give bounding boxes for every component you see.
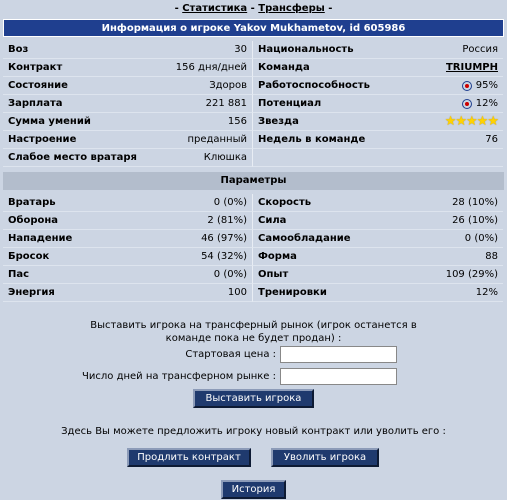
info-value: Здоров bbox=[209, 80, 247, 91]
nav-separator: - bbox=[250, 3, 255, 14]
info-cell bbox=[3, 77, 253, 95]
param-row bbox=[3, 194, 504, 212]
transfer-intro-line1: Выставить игрока на трансферный рынок (игрок останется в bbox=[90, 320, 417, 331]
info-value: 156 bbox=[227, 116, 247, 127]
info-row bbox=[3, 149, 504, 167]
contract-text: Здесь Вы можете предложить игроку новый контракт или уволить его : bbox=[61, 426, 446, 437]
param-value: 0 (0%) bbox=[213, 269, 247, 280]
target-icon bbox=[462, 81, 472, 91]
info-cell bbox=[3, 59, 253, 77]
nav-link-transfers[interactable]: Трансферы bbox=[258, 3, 325, 14]
param-cell bbox=[3, 266, 253, 284]
player-info-table bbox=[3, 41, 504, 167]
parameters-table bbox=[3, 194, 504, 302]
info-label: Недель в команде bbox=[258, 134, 366, 145]
param-row bbox=[3, 284, 504, 302]
info-row bbox=[3, 77, 504, 95]
nav-prefix: - bbox=[174, 3, 179, 14]
info-label: Звезда bbox=[258, 116, 299, 127]
nav-suffix: - bbox=[328, 3, 333, 14]
info-label: Команда bbox=[258, 62, 310, 73]
put-on-transfer-button[interactable]: Выставить игрока bbox=[193, 389, 314, 408]
info-row bbox=[3, 95, 504, 113]
info-label: Состояние bbox=[8, 80, 68, 91]
transfer-days-row bbox=[0, 367, 507, 385]
param-row bbox=[3, 230, 504, 248]
param-row bbox=[3, 266, 504, 284]
info-row bbox=[3, 131, 504, 149]
info-label: Настроение bbox=[8, 134, 77, 145]
param-label: Бросок bbox=[8, 251, 50, 262]
info-row bbox=[3, 59, 504, 77]
extend-contract-button[interactable]: Продлить контракт bbox=[127, 448, 251, 467]
team-link[interactable]: TRIUMPH bbox=[445, 62, 498, 73]
start-price-label: Стартовая цена : bbox=[185, 348, 276, 360]
param-cell bbox=[253, 248, 503, 266]
info-cell bbox=[3, 95, 253, 113]
param-cell bbox=[3, 230, 253, 248]
info-cell bbox=[253, 131, 503, 149]
param-label: Тренировки bbox=[258, 287, 327, 298]
info-cell bbox=[253, 59, 503, 77]
info-value: Клюшка bbox=[203, 152, 247, 163]
param-row bbox=[3, 248, 504, 266]
info-cell bbox=[253, 113, 503, 131]
info-label: Потенциал bbox=[258, 98, 322, 109]
info-cell bbox=[253, 41, 503, 59]
fire-player-button[interactable]: Уволить игрока bbox=[271, 448, 379, 467]
param-label: Нападение bbox=[8, 233, 73, 244]
info-label: Сумма умений bbox=[8, 116, 91, 127]
parameters-header: Параметры bbox=[3, 172, 504, 190]
param-label: Форма bbox=[258, 251, 297, 262]
param-cell bbox=[253, 212, 503, 230]
param-label: Опыт bbox=[258, 269, 289, 280]
param-value: 109 (29%) bbox=[445, 269, 498, 280]
param-label: Оборона bbox=[8, 215, 59, 226]
info-label: Воз bbox=[8, 44, 29, 55]
info-row bbox=[3, 113, 504, 131]
info-label: Контракт bbox=[8, 62, 63, 73]
start-price-row bbox=[0, 345, 507, 363]
info-cell bbox=[253, 149, 503, 167]
param-value: 88 bbox=[485, 251, 498, 262]
param-row bbox=[3, 212, 504, 230]
player-info-header: Информация о игроке Yakov Mukhametov, id 605986 bbox=[3, 19, 504, 37]
info-row bbox=[3, 41, 504, 59]
info-label: Слабое место вратаря bbox=[8, 152, 137, 163]
param-cell bbox=[253, 266, 503, 284]
info-label: Работоспособность bbox=[258, 80, 370, 91]
history-button[interactable]: История bbox=[221, 480, 286, 499]
param-value: 28 (10%) bbox=[452, 197, 498, 208]
info-value: 76 bbox=[485, 134, 498, 145]
info-value: преданный bbox=[187, 134, 247, 145]
info-value: 221 881 bbox=[205, 98, 247, 109]
param-cell bbox=[3, 194, 253, 212]
param-cell bbox=[3, 212, 253, 230]
param-value: 2 (81%) bbox=[207, 215, 247, 226]
param-value: 0 (0%) bbox=[213, 197, 247, 208]
param-cell bbox=[253, 230, 503, 248]
param-cell bbox=[3, 284, 253, 302]
info-value: 12% bbox=[475, 98, 498, 109]
param-value: 54 (32%) bbox=[201, 251, 247, 262]
param-value: 26 (10%) bbox=[452, 215, 498, 226]
param-label: Пас bbox=[8, 269, 30, 280]
param-value: 0 (0%) bbox=[464, 233, 498, 244]
info-cell bbox=[3, 149, 253, 167]
info-cell bbox=[3, 41, 253, 59]
info-value: Россия bbox=[462, 44, 498, 55]
param-cell bbox=[3, 248, 253, 266]
transfer-intro-line2: команде пока не будет продан) : bbox=[165, 333, 342, 344]
nav-link-statistics[interactable]: Статистика bbox=[182, 3, 248, 14]
param-label: Сила bbox=[258, 215, 287, 226]
param-cell bbox=[253, 194, 503, 212]
info-value: 156 дня/дней bbox=[175, 62, 247, 73]
transfer-days-input[interactable] bbox=[280, 368, 397, 385]
top-navigation bbox=[0, 3, 507, 14]
param-cell bbox=[253, 284, 503, 302]
param-value: 100 bbox=[227, 287, 247, 298]
info-label: Национальность bbox=[258, 44, 354, 55]
transfer-days-label: Число дней на трансферном рынке : bbox=[82, 370, 276, 382]
info-value: 30 bbox=[234, 44, 247, 55]
info-cell bbox=[253, 77, 503, 95]
param-label: Самообладание bbox=[258, 233, 351, 244]
param-label: Вратарь bbox=[8, 197, 56, 208]
info-cell bbox=[3, 131, 253, 149]
param-label: Скорость bbox=[258, 197, 312, 208]
start-price-input[interactable] bbox=[280, 346, 397, 363]
info-value: 95% bbox=[475, 80, 498, 91]
param-value: 46 (97%) bbox=[201, 233, 247, 244]
param-value: 12% bbox=[475, 287, 498, 298]
info-cell bbox=[3, 113, 253, 131]
info-label: Зарплата bbox=[8, 98, 63, 109]
star-rating: ★★★★★ bbox=[444, 114, 498, 129]
target-icon bbox=[462, 99, 472, 109]
info-cell bbox=[253, 95, 503, 113]
param-label: Энергия bbox=[8, 287, 55, 298]
